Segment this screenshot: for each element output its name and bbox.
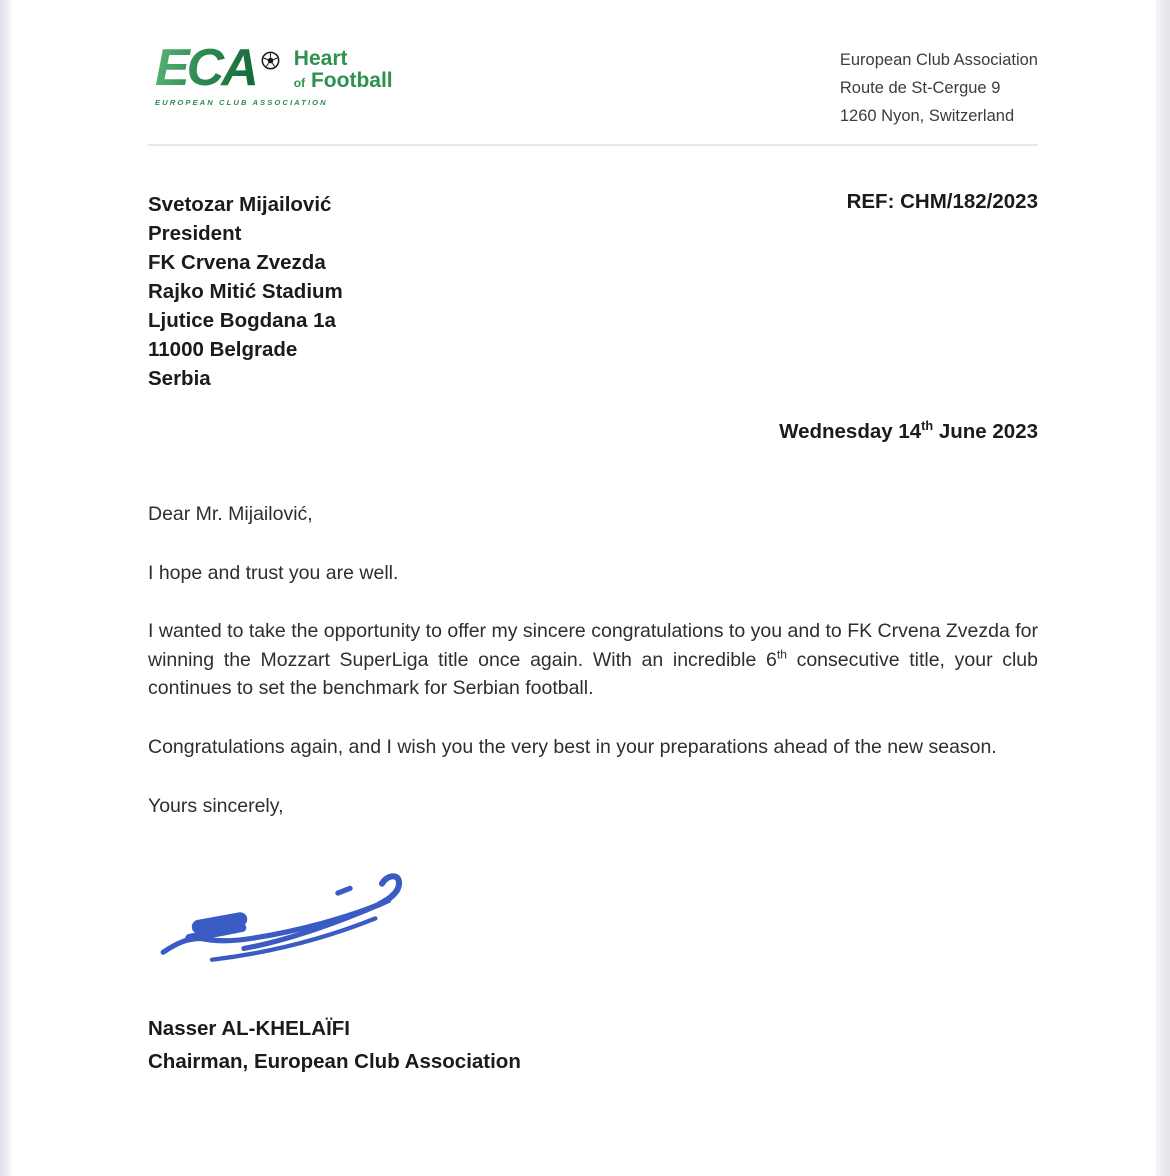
recipient-line: FK Crvena Zvezda <box>148 251 326 274</box>
signer-block <box>148 1012 1038 1078</box>
recipient-line: President <box>148 222 242 245</box>
paragraph-closing-wishes: Congratulations again, and I wish you the very best in your preparations ahead of the new season. <box>148 735 997 758</box>
recipient-line: Svetozar Mijailović <box>148 193 332 216</box>
logo-tagline-of: of <box>293 76 306 90</box>
letter-content <box>148 0 1038 1078</box>
logo-tagline-heart: Heart <box>293 47 348 70</box>
logo-tagline <box>294 48 393 94</box>
letter-header <box>148 0 1038 130</box>
closing-valediction: Yours sincerely, <box>148 795 284 817</box>
recipient-line: Serbia <box>148 367 211 390</box>
paragraph-ordinal: th <box>776 647 787 661</box>
paragraph-congratulations-text: I wanted to take the opportunity to offer my sincere congratulations to you and to FK Crvena Zvezda for winning the Mozzart SuperLiga title once again. With an incredible 6 <box>148 620 1038 671</box>
eca-logo <box>155 39 393 107</box>
date-suffix: June 2023 <box>933 420 1038 443</box>
address-row <box>148 190 1038 393</box>
logo-tagline-football: Football <box>310 69 393 92</box>
recipient-address <box>148 190 343 393</box>
paragraph-congratulations-text-cont: consecutive title, your club continues to set the benchmark for Serbian football. <box>148 648 1039 699</box>
page-edge-right <box>1156 0 1170 1176</box>
header-divider <box>148 144 1038 146</box>
eca-logo-main <box>155 39 393 97</box>
paragraph-wellwishes: I hope and trust you are well. <box>148 561 399 584</box>
salutation: Dear Mr. Mijailović, <box>148 503 313 525</box>
date-prefix: Wednesday 14 <box>779 420 922 443</box>
eca-logo-acronym: ECA <box>155 44 260 92</box>
letter-body <box>148 500 1038 821</box>
page-edge-left <box>0 0 11 1176</box>
recipient-line: Ljutice Bogdana 1a <box>148 309 336 332</box>
sender-address-line: 1260 Nyon, Switzerland <box>839 107 1015 125</box>
sender-address-line: Route de St-Cergue 9 <box>839 79 1001 97</box>
reference-number: REF: CHM/182/2023 <box>846 190 1038 213</box>
signer-name: Nasser AL-KHELAÏFI <box>148 1016 350 1040</box>
date-ordinal: th <box>921 418 934 434</box>
signature-ink <box>150 845 1038 978</box>
recipient-line: 11000 Belgrade <box>148 338 298 361</box>
recipient-line: Rajko Mitić Stadium <box>148 280 343 303</box>
soccer-ball-icon <box>261 51 280 75</box>
letter-date <box>148 420 1038 444</box>
logo-tagline-line2 <box>294 70 393 94</box>
logo-subtext: EUROPEAN CLUB ASSOCIATION <box>155 98 328 107</box>
signer-title: Chairman, European Club Association <box>148 1049 521 1073</box>
sender-address-line: European Club Association <box>839 51 1038 69</box>
sender-address <box>840 44 1038 130</box>
paragraph-congratulations <box>148 617 1038 703</box>
